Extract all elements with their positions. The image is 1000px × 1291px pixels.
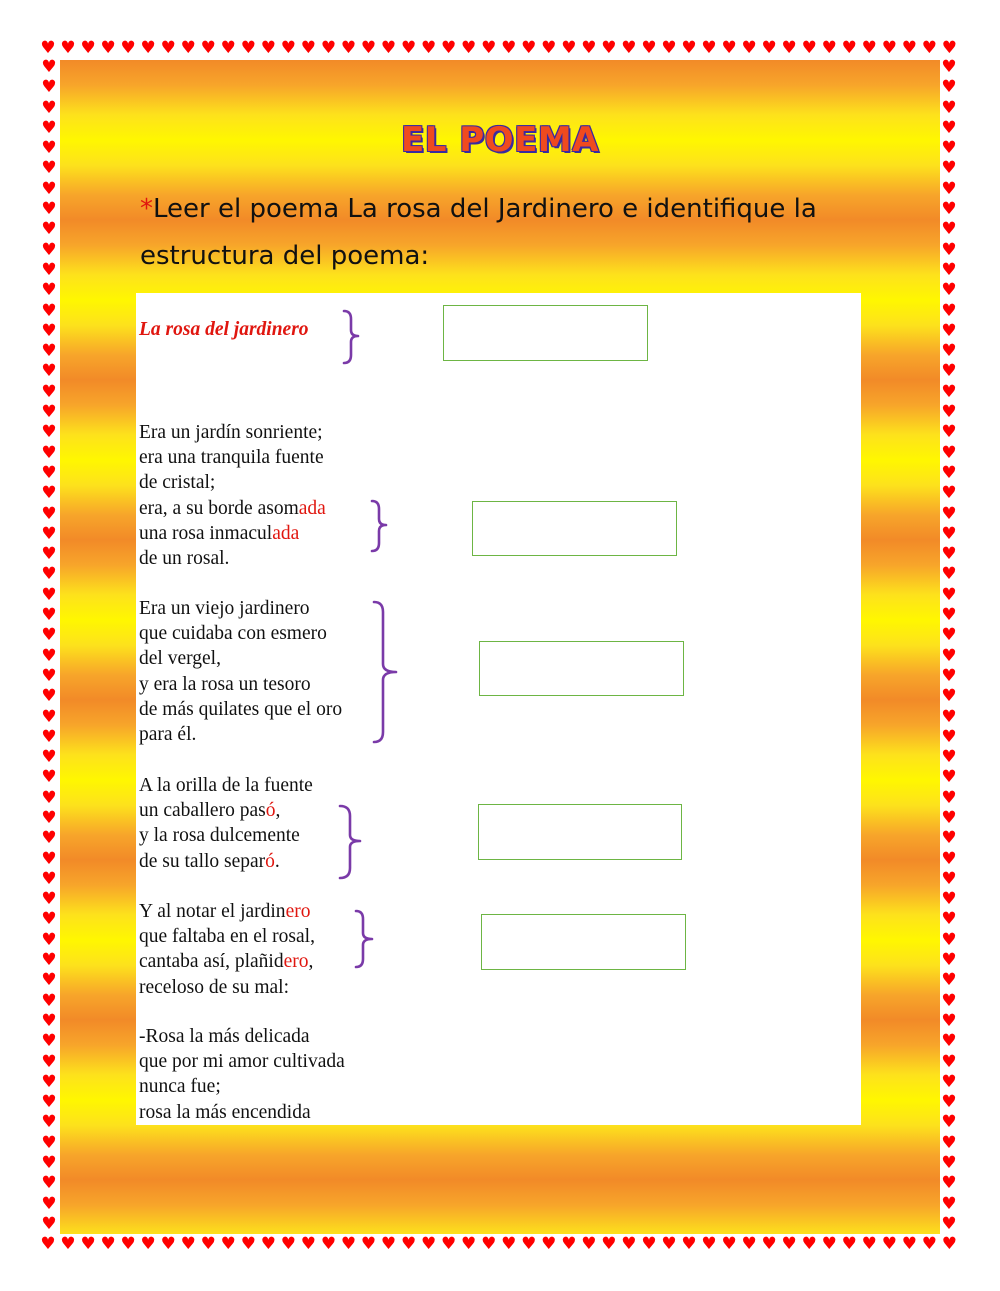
heart-row-top <box>38 38 960 58</box>
heart-icon: ♥ <box>220 1233 236 1254</box>
heart-icon: ♥ <box>41 1213 57 1234</box>
curly-bracket-icon <box>342 309 362 365</box>
heart-icon: ♥ <box>41 381 57 402</box>
poem-line: receloso de su mal: <box>139 976 289 998</box>
heart-icon: ♥ <box>41 726 57 747</box>
heart-icon: ♥ <box>581 1233 597 1254</box>
heart-icon: ♥ <box>861 37 877 58</box>
heart-icon: ♥ <box>941 381 957 402</box>
heart-icon: ♥ <box>561 37 577 58</box>
heart-icon: ♥ <box>41 77 57 98</box>
heart-icon: ♥ <box>400 37 417 58</box>
heart-icon: ♥ <box>941 1051 957 1072</box>
heart-icon: ♥ <box>941 868 957 889</box>
heart-icon: ♥ <box>41 625 57 646</box>
answer-box-stanza-4[interactable] <box>481 914 686 970</box>
heart-icon: ♥ <box>180 37 196 58</box>
heart-icon: ♥ <box>240 37 256 58</box>
heart-icon: ♥ <box>941 970 957 991</box>
heart-icon: ♥ <box>941 199 957 220</box>
heart-icon: ♥ <box>41 645 57 666</box>
heart-icon: ♥ <box>200 37 216 58</box>
heart-icon: ♥ <box>941 1233 958 1254</box>
heart-icon: ♥ <box>861 1233 877 1254</box>
heart-icon: ♥ <box>380 1233 397 1254</box>
heart-icon: ♥ <box>941 57 957 77</box>
heart-icon: ♥ <box>701 1233 717 1254</box>
heart-icon: ♥ <box>41 706 57 727</box>
heart-icon: ♥ <box>541 37 557 58</box>
heart-icon: ♥ <box>80 1233 96 1254</box>
poem-line: de un rosal. <box>139 548 230 570</box>
heart-icon: ♥ <box>941 1031 957 1052</box>
poem-line: rosa la más encendida <box>139 1101 311 1123</box>
heart-icon: ♥ <box>941 300 957 321</box>
heart-icon: ♥ <box>941 706 957 727</box>
answer-box-stanza-1[interactable] <box>472 501 677 556</box>
heart-icon: ♥ <box>721 37 737 58</box>
heart-icon: ♥ <box>41 929 57 950</box>
heart-icon: ♥ <box>41 523 57 544</box>
stanza-4 <box>139 899 315 1000</box>
heart-icon: ♥ <box>360 37 377 58</box>
heart-icon: ♥ <box>41 1112 57 1133</box>
heart-icon: ♥ <box>801 1233 817 1254</box>
heart-icon: ♥ <box>941 219 957 240</box>
heart-icon: ♥ <box>41 300 57 321</box>
heart-icon: ♥ <box>41 1010 57 1031</box>
heart-icon: ♥ <box>941 442 957 463</box>
heart-icon: ♥ <box>781 1233 797 1254</box>
heart-icon: ♥ <box>481 37 497 58</box>
poem-line: era, a su borde asomada <box>139 497 326 519</box>
heart-icon: ♥ <box>741 1233 757 1254</box>
heart-icon: ♥ <box>380 37 397 58</box>
heart-icon: ♥ <box>41 544 57 565</box>
instruction-text <box>140 186 860 280</box>
poem-line: del vergel, <box>139 648 221 670</box>
heart-icon: ♥ <box>41 1031 57 1052</box>
page-title: EL POEMA <box>401 120 599 160</box>
heart-icon: ♥ <box>941 97 957 118</box>
heart-icon: ♥ <box>41 97 57 118</box>
heart-icon: ♥ <box>941 1213 957 1234</box>
heart-icon: ♥ <box>941 645 957 666</box>
heart-icon: ♥ <box>360 1233 377 1254</box>
stanza-3 <box>139 773 313 874</box>
heart-icon: ♥ <box>41 747 57 768</box>
heart-icon: ♥ <box>300 1233 317 1254</box>
poem-line: Y al notar el jardinero <box>139 901 311 922</box>
heart-icon: ♥ <box>40 1233 56 1254</box>
heart-icon: ♥ <box>641 1233 657 1254</box>
answer-box-title[interactable] <box>443 305 648 361</box>
heart-icon: ♥ <box>921 37 937 58</box>
heart-icon: ♥ <box>41 767 57 788</box>
heart-icon: ♥ <box>41 564 57 585</box>
heart-icon: ♥ <box>60 1233 76 1254</box>
poem-line: que faltaba en el rosal, <box>139 926 315 948</box>
heart-icon: ♥ <box>941 158 957 179</box>
heart-icon: ♥ <box>41 889 57 910</box>
heart-icon: ♥ <box>41 686 57 707</box>
heart-icon: ♥ <box>941 909 957 930</box>
rhyme-highlight: ada <box>298 497 326 519</box>
heart-icon: ♥ <box>320 1233 337 1254</box>
answer-box-stanza-2[interactable] <box>479 641 684 696</box>
poem-line: que cuidaba con esmero <box>139 623 327 645</box>
heart-icon: ♥ <box>140 1233 156 1254</box>
poem-line: Era un jardín sonriente; <box>139 422 323 443</box>
poem-line: A la orilla de la fuente <box>139 775 313 796</box>
heart-icon: ♥ <box>41 503 57 524</box>
heart-icon: ♥ <box>941 117 957 138</box>
heart-row-bottom <box>38 1234 960 1254</box>
poem-line: de su tallo separó. <box>139 850 280 872</box>
heart-icon: ♥ <box>741 37 757 58</box>
heart-icon: ♥ <box>941 1112 957 1133</box>
heart-icon: ♥ <box>441 37 457 58</box>
heart-icon: ♥ <box>41 138 57 159</box>
heart-icon: ♥ <box>41 320 57 341</box>
heart-icon: ♥ <box>420 1233 437 1254</box>
heart-icon: ♥ <box>941 848 957 869</box>
heart-icon: ♥ <box>41 483 57 504</box>
heart-icon: ♥ <box>41 909 57 930</box>
heart-icon: ♥ <box>941 584 957 605</box>
heart-icon: ♥ <box>300 37 317 58</box>
heart-icon: ♥ <box>160 1233 176 1254</box>
heart-icon: ♥ <box>41 178 57 199</box>
curly-bracket-icon <box>338 804 364 882</box>
rhyme-highlight: ero <box>285 901 311 922</box>
heart-icon: ♥ <box>41 57 57 77</box>
heart-icon: ♥ <box>941 929 957 950</box>
heart-icon: ♥ <box>41 158 57 179</box>
heart-icon: ♥ <box>41 1132 57 1153</box>
rhyme-highlight: ada <box>272 522 300 544</box>
poem-panel <box>136 293 861 1125</box>
heart-icon: ♥ <box>941 320 957 341</box>
heart-icon: ♥ <box>280 37 296 58</box>
curly-bracket-icon <box>370 499 390 553</box>
heart-icon: ♥ <box>641 37 657 58</box>
heart-icon: ♥ <box>420 37 437 58</box>
heart-icon: ♥ <box>941 178 957 199</box>
heart-icon: ♥ <box>140 37 156 58</box>
heart-icon: ♥ <box>881 37 897 58</box>
heart-icon: ♥ <box>60 37 76 58</box>
poem-line: de cristal; <box>139 472 216 494</box>
heart-icon: ♥ <box>941 361 957 382</box>
heart-icon: ♥ <box>41 1071 57 1092</box>
heart-icon: ♥ <box>41 402 57 423</box>
heart-icon: ♥ <box>160 37 176 58</box>
heart-icon: ♥ <box>501 37 517 58</box>
heart-icon: ♥ <box>941 950 957 971</box>
poem-line: nunca fue; <box>139 1076 221 1098</box>
heart-icon: ♥ <box>461 37 477 58</box>
poem-line: -Rosa la más delicada <box>139 1026 310 1047</box>
heart-icon: ♥ <box>941 1010 957 1031</box>
heart-icon: ♥ <box>41 1193 57 1214</box>
heart-icon: ♥ <box>100 1233 116 1254</box>
heart-icon: ♥ <box>941 544 957 565</box>
heart-icon: ♥ <box>941 523 957 544</box>
poem-line: Era un viejo jardinero <box>139 598 310 619</box>
heart-icon: ♥ <box>941 686 957 707</box>
rhyme-highlight: ó <box>265 800 276 822</box>
poem-line: una rosa inmaculada <box>139 522 300 544</box>
heart-icon: ♥ <box>701 37 717 58</box>
poem-line: que por mi amor cultivada <box>139 1051 345 1073</box>
stanza-1 <box>139 420 326 571</box>
heart-icon: ♥ <box>941 1173 957 1194</box>
heart-icon: ♥ <box>41 584 57 605</box>
poem-line: de más quilates que el oro <box>139 698 343 720</box>
heart-icon: ♥ <box>941 483 957 504</box>
heart-icon: ♥ <box>41 1051 57 1072</box>
heart-icon: ♥ <box>621 1233 637 1254</box>
heart-icon: ♥ <box>41 605 57 626</box>
heart-icon: ♥ <box>941 422 957 443</box>
poem-line: cantaba así, plañidero, <box>139 951 314 973</box>
rhyme-highlight: ó <box>265 850 275 872</box>
heart-icon: ♥ <box>441 1233 457 1254</box>
heart-icon: ♥ <box>41 1173 57 1194</box>
heart-icon: ♥ <box>120 37 136 58</box>
heart-icon: ♥ <box>260 1233 276 1254</box>
heart-icon: ♥ <box>40 37 56 58</box>
poem-line: era una tranquila fuente <box>139 447 324 469</box>
heart-icon: ♥ <box>340 37 357 58</box>
heart-icon: ♥ <box>941 665 957 686</box>
heart-icon: ♥ <box>941 807 957 828</box>
heart-icon: ♥ <box>941 990 957 1011</box>
heart-icon: ♥ <box>41 117 57 138</box>
heart-icon: ♥ <box>941 747 957 768</box>
heart-icon: ♥ <box>400 1233 417 1254</box>
instruction-body: Leer el poema La rosa del Jardinero e identifique la estructura del poema: <box>140 194 817 271</box>
heart-icon: ♥ <box>41 259 57 280</box>
heart-icon: ♥ <box>481 1233 497 1254</box>
heart-icon: ♥ <box>280 1233 296 1254</box>
heart-icon: ♥ <box>41 219 57 240</box>
heart-icon: ♥ <box>941 828 957 849</box>
curly-bracket-icon <box>372 600 402 746</box>
heart-icon: ♥ <box>941 503 957 524</box>
heart-icon: ♥ <box>41 807 57 828</box>
heart-icon: ♥ <box>941 280 957 301</box>
heart-icon: ♥ <box>41 970 57 991</box>
heart-icon: ♥ <box>41 442 57 463</box>
heart-icon: ♥ <box>941 605 957 626</box>
heart-icon: ♥ <box>240 1233 256 1254</box>
heart-icon: ♥ <box>120 1233 136 1254</box>
heart-icon: ♥ <box>941 462 957 483</box>
heart-icon: ♥ <box>621 37 637 58</box>
heart-row-left <box>38 58 60 1234</box>
heart-icon: ♥ <box>941 259 957 280</box>
heart-icon: ♥ <box>601 1233 617 1254</box>
heart-icon: ♥ <box>521 1233 537 1254</box>
heart-icon: ♥ <box>581 37 597 58</box>
heart-icon: ♥ <box>821 37 837 58</box>
heart-icon: ♥ <box>761 37 777 58</box>
heart-icon: ♥ <box>661 1233 677 1254</box>
heart-icon: ♥ <box>561 1233 577 1254</box>
curly-bracket-icon <box>354 909 376 971</box>
heart-icon: ♥ <box>41 848 57 869</box>
poem-line: y la rosa dulcemente <box>139 825 300 847</box>
heart-icon: ♥ <box>941 787 957 808</box>
heart-icon: ♥ <box>941 37 958 58</box>
heart-icon: ♥ <box>841 1233 857 1254</box>
heart-icon: ♥ <box>901 37 917 58</box>
heart-icon: ♥ <box>761 1233 777 1254</box>
heart-icon: ♥ <box>541 1233 557 1254</box>
heart-icon: ♥ <box>881 1233 897 1254</box>
heart-icon: ♥ <box>721 1233 737 1254</box>
stanza-5 <box>139 1024 345 1125</box>
heart-icon: ♥ <box>340 1233 357 1254</box>
heart-icon: ♥ <box>941 77 957 98</box>
heart-icon: ♥ <box>100 37 116 58</box>
heart-icon: ♥ <box>461 1233 477 1254</box>
heart-icon: ♥ <box>941 889 957 910</box>
heart-icon: ♥ <box>260 37 276 58</box>
heart-icon: ♥ <box>41 280 57 301</box>
heart-icon: ♥ <box>941 1193 957 1214</box>
heart-icon: ♥ <box>501 1233 517 1254</box>
poem-line: y era la rosa un tesoro <box>139 673 311 695</box>
heart-icon: ♥ <box>941 1132 957 1153</box>
heart-icon: ♥ <box>941 767 957 788</box>
heart-icon: ♥ <box>41 828 57 849</box>
heart-icon: ♥ <box>41 462 57 483</box>
heart-icon: ♥ <box>41 422 57 443</box>
heart-icon: ♥ <box>41 665 57 686</box>
heart-icon: ♥ <box>941 402 957 423</box>
heart-icon: ♥ <box>601 37 617 58</box>
heart-icon: ♥ <box>41 787 57 808</box>
heart-icon: ♥ <box>41 1153 57 1174</box>
heart-icon: ♥ <box>41 239 57 260</box>
heart-icon: ♥ <box>41 341 57 362</box>
heart-icon: ♥ <box>821 1233 837 1254</box>
answer-box-stanza-3[interactable] <box>478 804 682 860</box>
poem-line: un caballero pasó, <box>139 800 281 822</box>
heart-icon: ♥ <box>41 950 57 971</box>
heart-icon: ♥ <box>681 37 697 58</box>
poem-line: para él. <box>139 724 197 746</box>
rhyme-highlight: ero <box>283 951 309 973</box>
heart-icon: ♥ <box>41 990 57 1011</box>
heart-icon: ♥ <box>41 868 57 889</box>
heart-icon: ♥ <box>220 37 236 58</box>
heart-row-right <box>938 58 960 1234</box>
heart-icon: ♥ <box>921 1233 937 1254</box>
heart-icon: ♥ <box>80 37 96 58</box>
heart-icon: ♥ <box>41 199 57 220</box>
heart-icon: ♥ <box>200 1233 216 1254</box>
heart-icon: ♥ <box>941 564 957 585</box>
heart-icon: ♥ <box>941 239 957 260</box>
heart-icon: ♥ <box>841 37 857 58</box>
heart-icon: ♥ <box>941 1071 957 1092</box>
heart-icon: ♥ <box>941 1092 957 1113</box>
heart-icon: ♥ <box>661 37 677 58</box>
poem-title: La rosa del jardinero <box>139 319 309 340</box>
heart-icon: ♥ <box>180 1233 196 1254</box>
heart-icon: ♥ <box>781 37 797 58</box>
heart-icon: ♥ <box>521 37 537 58</box>
heart-icon: ♥ <box>941 341 957 362</box>
heart-icon: ♥ <box>320 37 337 58</box>
instruction-star: * <box>140 194 153 224</box>
stanza-2 <box>139 596 342 747</box>
heart-icon: ♥ <box>41 361 57 382</box>
heart-icon: ♥ <box>941 625 957 646</box>
heart-icon: ♥ <box>941 726 957 747</box>
heart-icon: ♥ <box>941 138 957 159</box>
heart-icon: ♥ <box>801 37 817 58</box>
heart-icon: ♥ <box>941 1153 957 1174</box>
heart-icon: ♥ <box>901 1233 917 1254</box>
heart-icon: ♥ <box>41 1092 57 1113</box>
heart-icon: ♥ <box>681 1233 697 1254</box>
